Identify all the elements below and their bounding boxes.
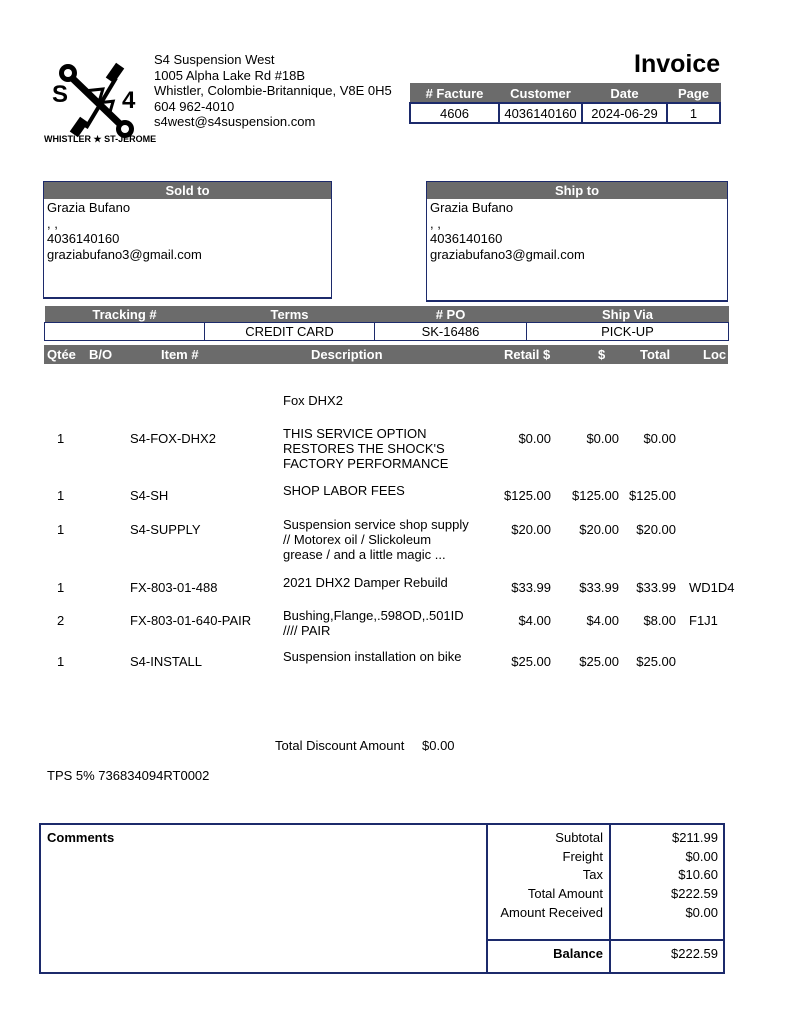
discount-label: Total Discount Amount <box>275 738 405 753</box>
item-description: Bushing,Flange,.598OD,.501ID <box>283 608 464 623</box>
item-total: $0.00 <box>643 431 676 446</box>
col-bo-header: B/O <box>89 347 113 362</box>
item-description: RESTORES THE SHOCK'S <box>283 441 445 456</box>
company-address-1: 1005 Alpha Lake Rd #18B <box>154 67 306 83</box>
invoice-number: 4606 <box>410 103 499 123</box>
meta-header-date: Date <box>582 84 667 104</box>
item-number: S4-SH <box>130 488 169 503</box>
col-retail-header: Retail $ <box>504 347 551 362</box>
subtotal-value: $211.99 <box>671 830 718 845</box>
item-price: $33.99 <box>579 580 619 595</box>
comments-label: Comments <box>47 830 115 845</box>
logo-letter-4: 4 <box>122 87 136 114</box>
amount-received-label: Amount Received <box>500 905 603 920</box>
ship-to-phone: 4036140160 <box>430 231 503 246</box>
ship-to-box <box>426 181 728 302</box>
item-total: $125.00 <box>629 488 676 503</box>
item-retail: $0.00 <box>518 431 551 446</box>
po-header: # PO <box>375 306 527 323</box>
total-amount-label: Total Amount <box>527 886 603 901</box>
item-retail: $125.00 <box>504 488 551 503</box>
tax-note: TPS 5% 736834094RT0002 <box>47 768 210 783</box>
items-header-row <box>44 345 728 364</box>
item-number: S4-INSTALL <box>130 654 203 669</box>
ship-to-name: Grazia Bufano <box>430 200 514 215</box>
sold-to-header: Sold to <box>44 182 331 199</box>
col-item-header: Item # <box>161 347 199 362</box>
item-retail: $20.00 <box>511 522 551 537</box>
item-retail: $33.99 <box>511 580 551 595</box>
item-qty: 2 <box>57 613 65 628</box>
logo-caption: WHISTLER ★ ST-JEROME <box>44 134 157 144</box>
sold-to-address: , , <box>47 215 58 231</box>
sold-to-email: graziabufano3@gmail.com <box>47 246 202 262</box>
item-total: $8.00 <box>643 613 676 628</box>
item-retail: $4.00 <box>518 613 551 628</box>
item-description: Suspension installation on bike <box>283 649 462 664</box>
logo-letter-s: S <box>52 81 69 108</box>
terms-header: Terms <box>205 306 375 323</box>
item-description: FACTORY PERFORMANCE <box>283 456 449 471</box>
shipping-table <box>44 306 729 341</box>
company-info <box>154 52 392 130</box>
item-price: $0.00 <box>586 431 619 446</box>
item-description: SHOP LABOR FEES <box>283 483 405 498</box>
company-address-2: Whistler, Colombie-Britannique, V8E 0H5 <box>154 83 392 98</box>
item-description: grease / and a little magic ... <box>283 547 446 562</box>
item-number: S4-FOX-DHX2 <box>130 431 216 446</box>
freight-value: $0.00 <box>685 849 718 864</box>
ship-to-header: Ship to <box>427 182 727 199</box>
item-total: $33.99 <box>636 580 676 595</box>
balance-value: $222.59 <box>671 946 718 961</box>
balance-label: Balance <box>553 946 603 961</box>
item-qty: 1 <box>57 431 65 446</box>
meta-header-customer: Customer <box>499 84 582 104</box>
col-loc-header: Loc <box>703 347 727 362</box>
item-price: $25.00 <box>579 654 619 669</box>
item-description: //// PAIR <box>283 623 331 638</box>
meta-header-facture: # Facture <box>410 84 499 104</box>
divider <box>486 939 723 941</box>
item-qty: 1 <box>57 580 65 595</box>
tracking-value <box>45 323 205 341</box>
item-group-title: Fox DHX2 <box>283 393 343 408</box>
item-location: WD1D4 <box>689 580 735 595</box>
customer-number: 4036140160 <box>499 103 582 123</box>
tracking-header: Tracking # <box>45 306 205 323</box>
po-value: SK-16486 <box>375 323 527 341</box>
page-number: 1 <box>667 103 720 123</box>
divider <box>486 823 488 972</box>
terms-value: CREDIT CARD <box>205 323 375 341</box>
freight-label: Freight <box>562 849 603 864</box>
tax-label: Tax <box>582 867 603 882</box>
invoice-meta-table <box>409 83 721 124</box>
col-total-header: Total <box>640 347 671 362</box>
item-number: S4-SUPPLY <box>130 522 201 537</box>
item-number: FX-803-01-488 <box>130 580 218 595</box>
col-description-header: Description <box>311 347 383 362</box>
item-description: // Motorex oil / Slickoleum <box>283 532 432 547</box>
total-amount-value: $222.59 <box>671 886 718 901</box>
discount-value: $0.00 <box>422 738 455 753</box>
sold-to-phone: 4036140160 <box>47 231 120 246</box>
item-location: F1J1 <box>689 613 718 628</box>
amount-received-value: $0.00 <box>685 905 718 920</box>
ship-to-address: , , <box>430 215 441 231</box>
invoice-date: 2024-06-29 <box>582 103 667 123</box>
item-total: $25.00 <box>636 654 676 669</box>
subtotal-label: Subtotal <box>555 830 603 845</box>
col-price-header: $ <box>598 347 606 362</box>
item-description: THIS SERVICE OPTION <box>283 426 427 441</box>
company-phone: 604 962-4010 <box>154 98 235 114</box>
ship-via-value: PICK-UP <box>527 323 729 341</box>
item-description: Suspension service shop supply <box>283 517 469 532</box>
item-qty: 1 <box>57 522 65 537</box>
col-qty-header: Qtée <box>47 347 76 362</box>
item-total: $20.00 <box>636 522 676 537</box>
invoice-title: Invoice <box>634 50 721 78</box>
ship-via-header: Ship Via <box>527 306 729 323</box>
item-retail: $25.00 <box>511 654 551 669</box>
item-price: $4.00 <box>586 613 619 628</box>
ship-to-email: graziabufano3@gmail.com <box>430 246 585 262</box>
company-email: s4west@s4suspension.com <box>154 114 316 129</box>
item-qty: 1 <box>57 654 65 669</box>
item-price: $125.00 <box>572 488 619 503</box>
tax-value: $10.60 <box>678 867 718 882</box>
company-logo <box>40 58 155 150</box>
sold-to-box <box>43 181 332 299</box>
item-qty: 1 <box>57 488 65 503</box>
item-price: $20.00 <box>579 522 619 537</box>
company-name: S4 Suspension West <box>154 52 275 67</box>
sold-to-name: Grazia Bufano <box>47 200 131 215</box>
item-description: 2021 DHX2 Damper Rebuild <box>283 575 448 590</box>
divider <box>609 823 611 972</box>
meta-header-page: Page <box>667 84 720 104</box>
item-number: FX-803-01-640-PAIR <box>130 613 252 628</box>
